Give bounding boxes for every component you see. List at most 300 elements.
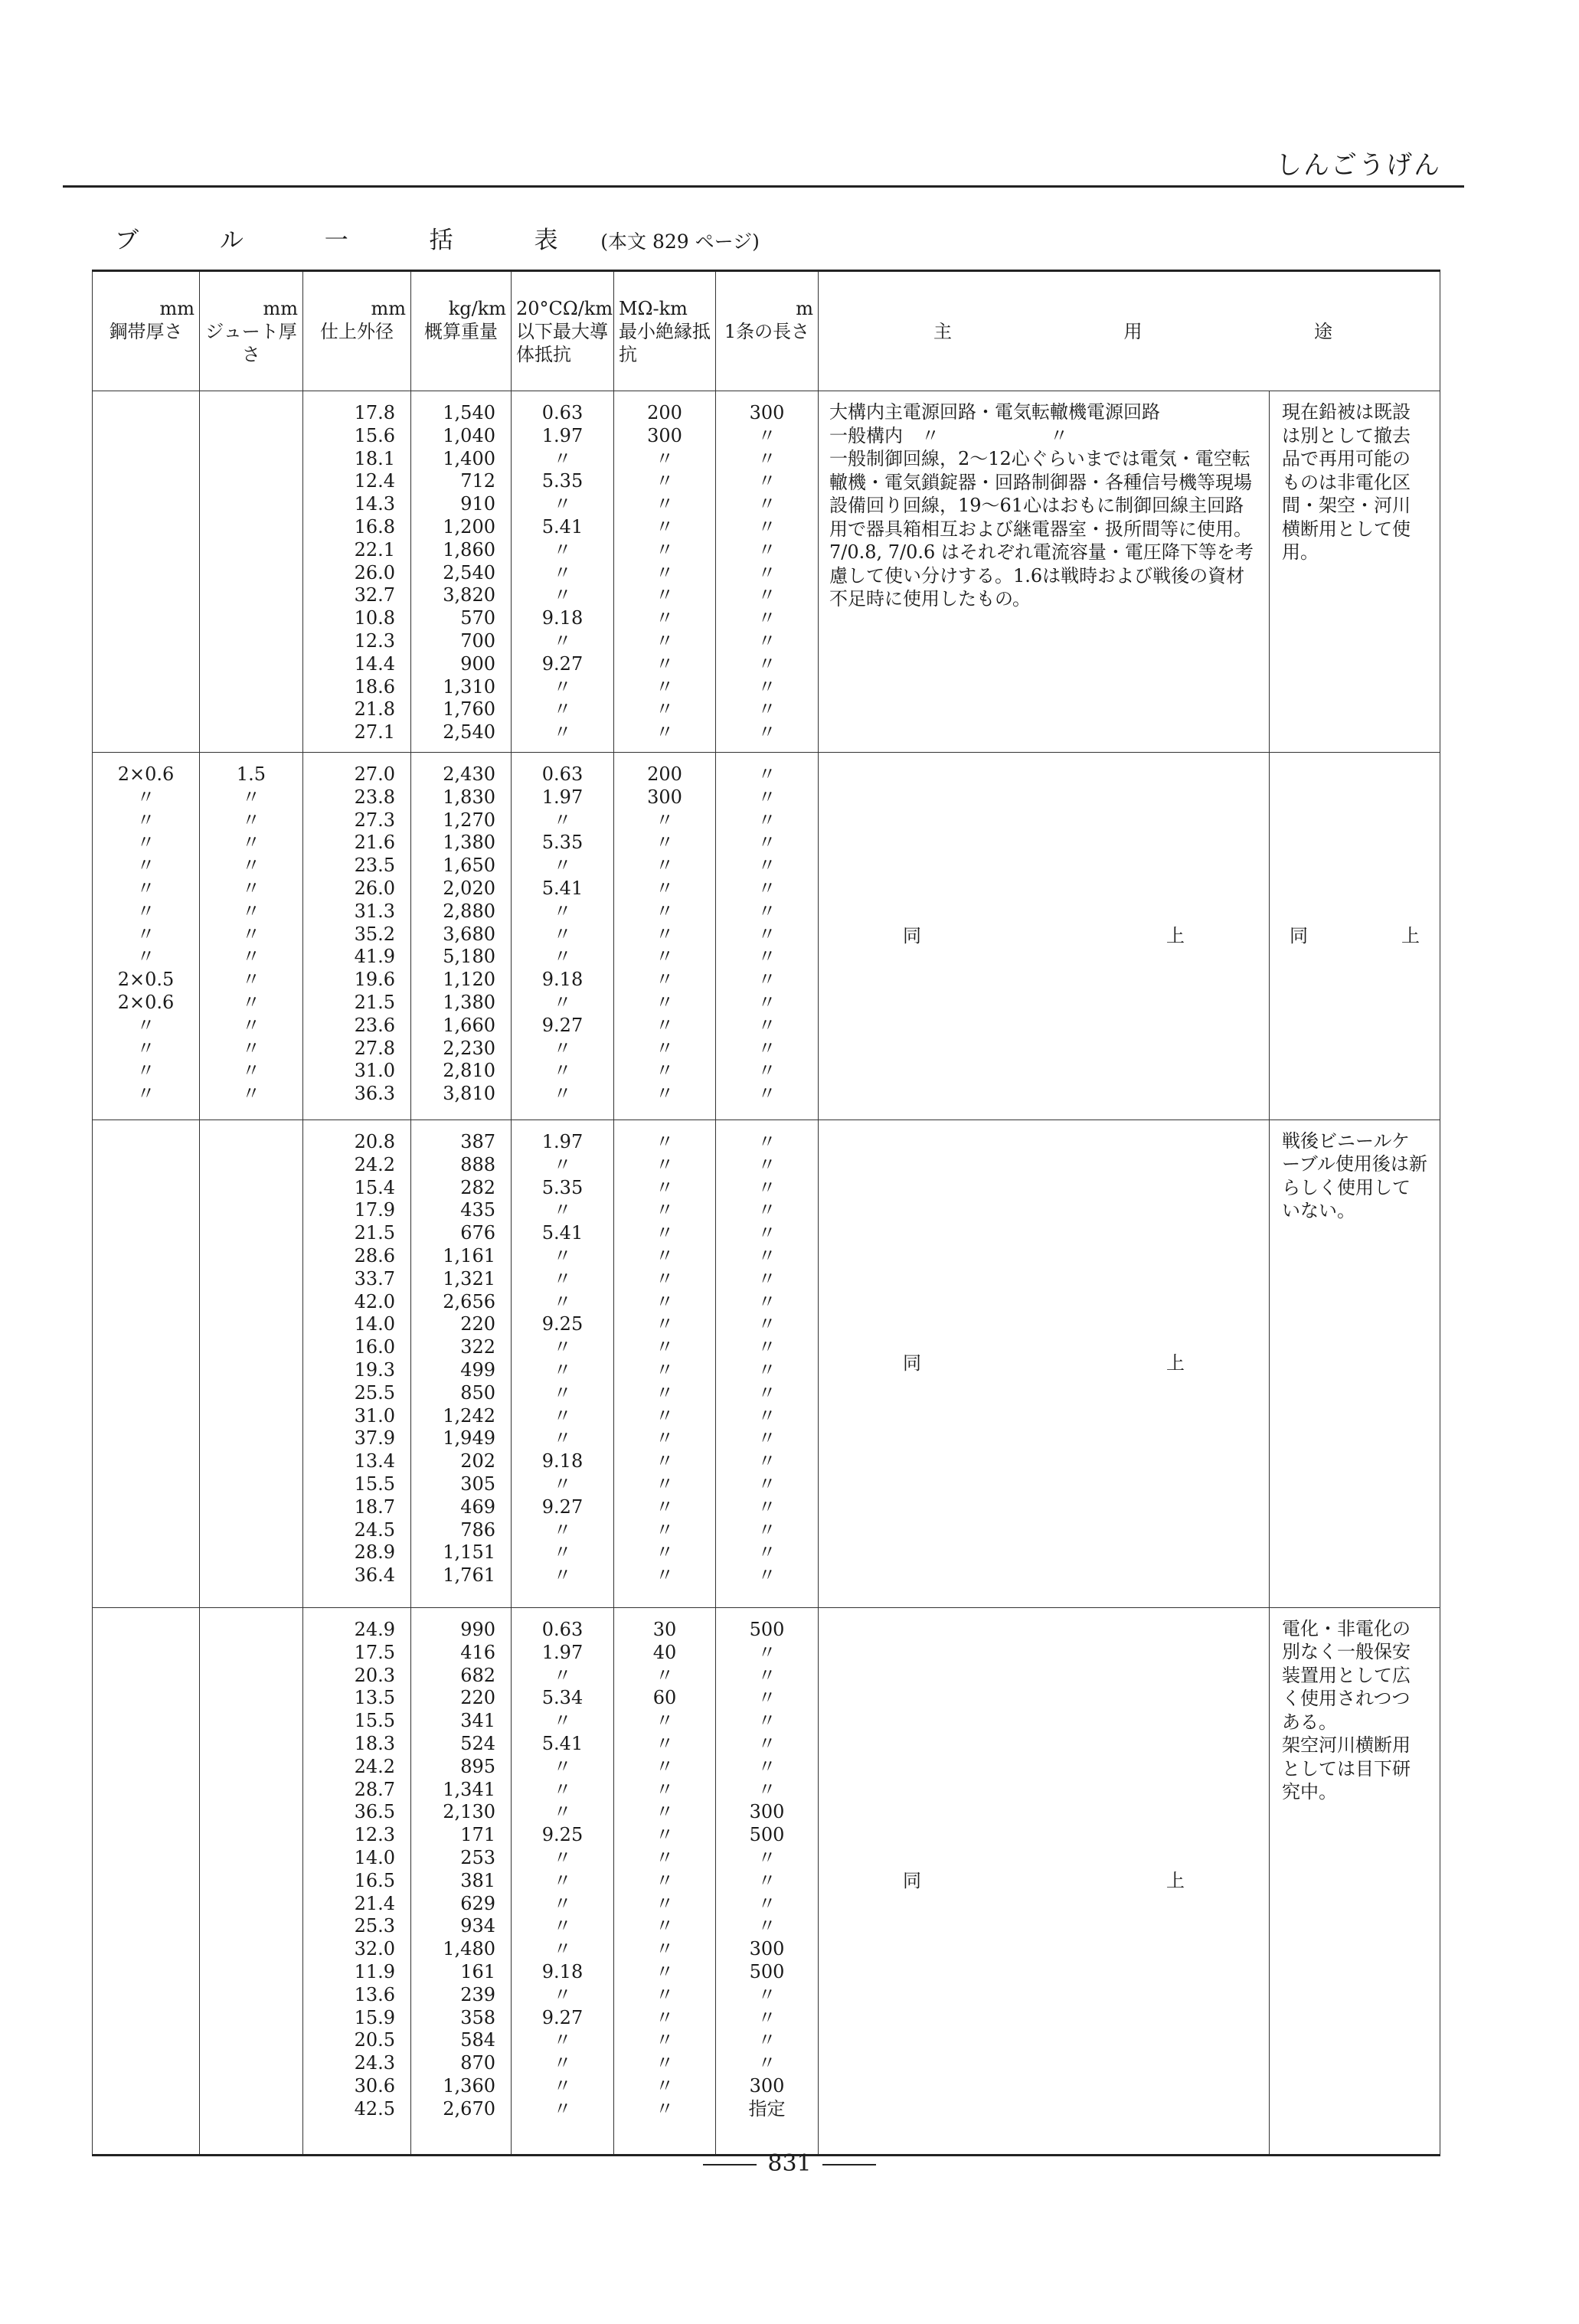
cell-value: 14.3 bbox=[354, 493, 395, 515]
cell-value: 〃 bbox=[655, 1244, 674, 1267]
cell-value: 5.35 bbox=[541, 470, 584, 492]
cell-value: 33.7 bbox=[354, 1267, 395, 1289]
cell-value: 1,270 bbox=[443, 809, 495, 831]
cell-value: 〃 bbox=[553, 2052, 572, 2074]
cell-value: 〃 bbox=[136, 1083, 155, 1105]
cell-value: 〃 bbox=[553, 855, 572, 877]
cell-value: 31.3 bbox=[354, 900, 395, 922]
cell-value: 28.6 bbox=[354, 1244, 395, 1267]
cell-value: 〃 bbox=[553, 1336, 572, 1358]
cell-value: 〃 bbox=[757, 1641, 776, 1663]
cell-value: 2×0.6 bbox=[117, 991, 175, 1013]
cell-value: 60 bbox=[652, 1687, 677, 1709]
cell-value: 〃 bbox=[136, 900, 155, 922]
steel-thickness-cell bbox=[93, 1120, 200, 1607]
cell-value: 23.8 bbox=[354, 786, 395, 808]
cell-value: 23.5 bbox=[354, 855, 395, 877]
col-header-resistance: 20°CΩ/km 以下最大導体抵抗 bbox=[512, 271, 614, 391]
cell-value: 〃 bbox=[242, 855, 260, 877]
cell-value: 〃 bbox=[553, 1427, 572, 1450]
cell-value: 〃 bbox=[655, 1541, 674, 1564]
cell-value: 〃 bbox=[553, 1778, 572, 1800]
cell-value: 21.4 bbox=[354, 1892, 395, 1914]
cell-value: 〃 bbox=[655, 447, 674, 469]
cell-value: 1.97 bbox=[541, 424, 584, 446]
title-char: 括 bbox=[429, 227, 453, 254]
cell-value: 指定 bbox=[748, 2097, 786, 2120]
cell-value: 387 bbox=[460, 1130, 495, 1152]
cell-value: 27.0 bbox=[354, 763, 395, 785]
cell-value: 〃 bbox=[655, 1404, 674, 1427]
cell-value: 〃 bbox=[655, 1915, 674, 1937]
cell-value: 〃 bbox=[242, 809, 260, 831]
cell-value: 〃 bbox=[553, 1153, 572, 1175]
cell-value: 171 bbox=[460, 1824, 495, 1846]
cell-value: 9.25 bbox=[541, 1313, 584, 1335]
same-as-above bbox=[819, 1352, 1269, 1375]
cell-value: 5.41 bbox=[541, 877, 584, 899]
cell-value: 629 bbox=[460, 1892, 495, 1914]
cell-value: 〃 bbox=[757, 1915, 776, 1937]
cell-value: 1,120 bbox=[443, 969, 495, 991]
cell-value: 〃 bbox=[655, 855, 674, 877]
cell-value: 〃 bbox=[757, 1014, 776, 1036]
cell-value: 〃 bbox=[655, 1983, 674, 2005]
cell-value: 21.5 bbox=[354, 1222, 395, 1244]
cell-value: 0.63 bbox=[541, 763, 584, 785]
cell-value: 1,860 bbox=[443, 538, 495, 561]
cell-value: 19.3 bbox=[354, 1358, 395, 1381]
cell-value: 1,761 bbox=[443, 1564, 495, 1587]
cell-value: 〃 bbox=[242, 1060, 260, 1082]
note-text: 戦後ビニールケーブル使用後は新らしく使用していない。 bbox=[1282, 1129, 1427, 1222]
cell-value: 〃 bbox=[757, 470, 776, 492]
cell-value: 〃 bbox=[757, 1541, 776, 1564]
cell-value: 31.0 bbox=[354, 1060, 395, 1082]
cell-value: 9.18 bbox=[541, 607, 584, 629]
cell-value: 9.25 bbox=[541, 1824, 584, 1846]
cell-value: 1,321 bbox=[443, 1267, 495, 1289]
cell-value: 2×0.5 bbox=[117, 969, 175, 991]
insulation-resistance-cell bbox=[614, 1607, 716, 2155]
page-number: 831 bbox=[0, 2150, 1579, 2177]
cell-value: 850 bbox=[460, 1381, 495, 1404]
cell-value: 12.3 bbox=[354, 629, 395, 652]
cell-value: 〃 bbox=[757, 1083, 776, 1105]
cell-value: 〃 bbox=[136, 877, 155, 899]
cell-value: 〃 bbox=[553, 1267, 572, 1289]
cell-value: 〃 bbox=[553, 946, 572, 968]
cell-value: 300 bbox=[749, 1938, 785, 1960]
cell-value: 〃 bbox=[757, 721, 776, 744]
cell-value: 〃 bbox=[757, 1427, 776, 1450]
cell-value: 888 bbox=[460, 1153, 495, 1175]
cell-value: 499 bbox=[460, 1358, 495, 1381]
same-char: 上 bbox=[1166, 1352, 1185, 1374]
cell-value: 1,650 bbox=[443, 855, 495, 877]
same-char: 同 bbox=[903, 924, 921, 946]
cell-value: 〃 bbox=[655, 1892, 674, 1914]
cell-value: 〃 bbox=[655, 470, 674, 492]
cell-value: 〃 bbox=[655, 1427, 674, 1450]
insulation-resistance-cell bbox=[614, 391, 716, 753]
cell-value: 220 bbox=[460, 1313, 495, 1335]
cell-value: 〃 bbox=[757, 1037, 776, 1059]
cell-value: 1,400 bbox=[443, 447, 495, 469]
table-header-row bbox=[93, 271, 1440, 391]
cell-value: 32.7 bbox=[354, 584, 395, 606]
cell-value: 500 bbox=[749, 1824, 785, 1846]
cell-value: 〃 bbox=[553, 1199, 572, 1221]
cell-value: 341 bbox=[460, 1710, 495, 1732]
note-cell bbox=[1270, 1607, 1440, 2155]
cell-value: 〃 bbox=[757, 946, 776, 968]
cell-value: 5.35 bbox=[541, 1176, 584, 1198]
cell-value: 〃 bbox=[553, 1869, 572, 1891]
cell-value: 2,880 bbox=[443, 900, 495, 922]
insulation-resistance-cell bbox=[614, 1120, 716, 1607]
cell-value: 〃 bbox=[757, 763, 776, 785]
cell-value: 5.41 bbox=[541, 1222, 584, 1244]
cell-value: 435 bbox=[460, 1199, 495, 1221]
cell-value: 27.1 bbox=[354, 721, 395, 744]
cell-value: 〃 bbox=[757, 561, 776, 583]
cell-value: 〃 bbox=[655, 629, 674, 652]
cell-value: 〃 bbox=[553, 1083, 572, 1105]
cell-value: 2,020 bbox=[443, 877, 495, 899]
cell-value: 〃 bbox=[757, 1313, 776, 1335]
cell-value: 〃 bbox=[553, 447, 572, 469]
cell-value: 41.9 bbox=[354, 946, 395, 968]
cell-value: 1,151 bbox=[443, 1541, 495, 1564]
table-group-row bbox=[93, 1607, 1440, 2155]
cell-value: 28.9 bbox=[354, 1541, 395, 1564]
cell-value: 〃 bbox=[136, 786, 155, 808]
cell-value: 26.0 bbox=[354, 561, 395, 583]
cell-value: 〃 bbox=[242, 1083, 260, 1105]
title-char: ブ bbox=[115, 227, 139, 254]
note-text: 現在鉛被は既設は別として撤去品で再用可能のものは非電化区間・架空・河川横断用として使用。 bbox=[1282, 401, 1411, 563]
cell-value: 17.8 bbox=[354, 402, 395, 423]
cell-value: 2,656 bbox=[443, 1290, 495, 1312]
cell-value: 21.6 bbox=[354, 832, 395, 854]
cell-value: 〃 bbox=[757, 1664, 776, 1686]
length-cell bbox=[716, 1120, 819, 1607]
cell-value: 〃 bbox=[757, 1450, 776, 1473]
cell-value: 220 bbox=[460, 1687, 495, 1709]
cell-value: 〃 bbox=[655, 2074, 674, 2097]
cell-value: 1,949 bbox=[443, 1427, 495, 1450]
cell-value: 1.97 bbox=[541, 1130, 584, 1152]
cell-value: 2,230 bbox=[443, 1037, 495, 1059]
cell-value: 1,360 bbox=[443, 2074, 495, 2097]
cell-value: 〃 bbox=[757, 1404, 776, 1427]
cell-value: 〃 bbox=[655, 515, 674, 538]
cell-value: 〃 bbox=[655, 1846, 674, 1868]
cell-value: 〃 bbox=[655, 1732, 674, 1754]
cell-value: 1,380 bbox=[443, 832, 495, 854]
cell-value: 〃 bbox=[553, 1664, 572, 1686]
cell-value: 1,161 bbox=[443, 1244, 495, 1267]
weight-cell bbox=[411, 1607, 512, 2155]
cell-value: 〃 bbox=[136, 1014, 155, 1036]
conductor-resistance-cell bbox=[512, 391, 614, 753]
cell-value: 305 bbox=[460, 1473, 495, 1495]
cell-value: 10.8 bbox=[354, 607, 395, 629]
cell-value: 〃 bbox=[553, 1404, 572, 1427]
cell-value: 1,200 bbox=[443, 515, 495, 538]
cell-value: 〃 bbox=[757, 1710, 776, 1732]
cell-value: 〃 bbox=[553, 1060, 572, 1082]
cell-value: 〃 bbox=[655, 1060, 674, 1082]
cell-value: 5,180 bbox=[443, 946, 495, 968]
cell-value: 〃 bbox=[655, 2097, 674, 2120]
cell-value: 934 bbox=[460, 1915, 495, 1937]
cell-value: 〃 bbox=[655, 2006, 674, 2028]
steel-thickness-cell bbox=[93, 752, 200, 1120]
cell-value: 〃 bbox=[757, 1983, 776, 2005]
cell-value: 〃 bbox=[655, 1664, 674, 1686]
cell-value: 〃 bbox=[655, 1358, 674, 1381]
cell-value: 2,540 bbox=[443, 721, 495, 744]
cell-value: 15.9 bbox=[354, 2006, 395, 2028]
cell-value: 〃 bbox=[553, 493, 572, 515]
cell-value: 1.5 bbox=[236, 763, 266, 785]
col-header-usage: 主 用 途 bbox=[819, 271, 1440, 391]
conductor-resistance-cell bbox=[512, 752, 614, 1120]
cell-value: 895 bbox=[460, 1755, 495, 1777]
cell-value: 〃 bbox=[757, 1518, 776, 1541]
cell-value: 〃 bbox=[553, 1037, 572, 1059]
cell-value: 9.27 bbox=[541, 1495, 584, 1518]
cell-value: 910 bbox=[460, 493, 495, 515]
col-header-steel: mm 鋼帯厚さ bbox=[93, 271, 200, 391]
cell-value: 〃 bbox=[136, 1037, 155, 1059]
length-cell bbox=[716, 391, 819, 753]
cell-value: 30 bbox=[652, 1618, 677, 1640]
cell-value: 18.3 bbox=[354, 1732, 395, 1754]
cell-value: 28.7 bbox=[354, 1778, 395, 1800]
cell-value: 36.5 bbox=[354, 1801, 395, 1823]
col-header-insulation: MΩ-km 最小絶縁抵抗 bbox=[614, 271, 716, 391]
cell-value: 1.97 bbox=[541, 1641, 584, 1663]
cell-value: 〃 bbox=[757, 832, 776, 854]
cell-value: 〃 bbox=[553, 1846, 572, 1868]
same-char: 同 bbox=[903, 1352, 921, 1374]
same-char: 上 bbox=[1166, 924, 1185, 946]
cell-value: 990 bbox=[460, 1618, 495, 1640]
cell-value: 〃 bbox=[553, 1710, 572, 1732]
cell-value: 〃 bbox=[757, 607, 776, 629]
cell-value: 〃 bbox=[655, 2029, 674, 2051]
cell-value: 〃 bbox=[757, 1564, 776, 1587]
cell-value: 〃 bbox=[655, 832, 674, 854]
cell-value: 20.3 bbox=[354, 1664, 395, 1686]
cell-value: 9.18 bbox=[541, 969, 584, 991]
cell-value: 〃 bbox=[655, 1801, 674, 1823]
cell-value: 3,810 bbox=[443, 1083, 495, 1105]
col-header-jute: mm ジュート厚さ bbox=[200, 271, 303, 391]
conductor-resistance-cell bbox=[512, 1120, 614, 1607]
cell-value: 1,660 bbox=[443, 1014, 495, 1036]
cell-value: 900 bbox=[460, 652, 495, 675]
table-group-row bbox=[93, 1120, 1440, 1607]
cell-value: 200 bbox=[647, 402, 682, 423]
cell-value: 〃 bbox=[242, 877, 260, 899]
cell-value: 〃 bbox=[757, 1892, 776, 1914]
cell-value: 〃 bbox=[757, 809, 776, 831]
cell-value: 〃 bbox=[136, 946, 155, 968]
cell-value: 13.5 bbox=[354, 1687, 395, 1709]
cell-value: 712 bbox=[460, 470, 495, 492]
cell-value: 〃 bbox=[757, 584, 776, 606]
conductor-resistance-cell bbox=[512, 1607, 614, 2155]
cell-value: 〃 bbox=[757, 1732, 776, 1754]
cell-value: 239 bbox=[460, 1983, 495, 2005]
cell-value: 〃 bbox=[655, 1869, 674, 1891]
weight-cell bbox=[411, 752, 512, 1120]
cell-value: 〃 bbox=[655, 607, 674, 629]
cell-value: 〃 bbox=[553, 721, 572, 744]
cell-value: 〃 bbox=[136, 923, 155, 945]
cell-value: 27.8 bbox=[354, 1037, 395, 1059]
cell-value: 14.4 bbox=[354, 652, 395, 675]
cell-value: 35.2 bbox=[354, 923, 395, 945]
title-char: 表 bbox=[534, 227, 558, 254]
cell-value: 5.41 bbox=[541, 1732, 584, 1754]
cell-value: 9.18 bbox=[541, 1450, 584, 1473]
cell-value: 〃 bbox=[655, 2052, 674, 2074]
usage-same-cell bbox=[819, 1120, 1270, 1607]
cell-value: 24.2 bbox=[354, 1755, 395, 1777]
cell-value: 2,670 bbox=[443, 2097, 495, 2120]
cell-value: 17.9 bbox=[354, 1199, 395, 1221]
cell-value: 〃 bbox=[757, 652, 776, 675]
cell-value: 12.3 bbox=[354, 1824, 395, 1846]
cell-value: 〃 bbox=[553, 629, 572, 652]
cell-value: 〃 bbox=[553, 1755, 572, 1777]
cell-value: 〃 bbox=[757, 675, 776, 698]
cell-value: 3,820 bbox=[443, 584, 495, 606]
cell-value: 584 bbox=[460, 2029, 495, 2051]
cell-value: 〃 bbox=[242, 969, 260, 991]
cell-value: 15.6 bbox=[354, 424, 395, 446]
cell-value: 〃 bbox=[655, 1336, 674, 1358]
cell-value: 3,680 bbox=[443, 923, 495, 945]
cell-value: 13.6 bbox=[354, 1983, 395, 2005]
cell-value: 〃 bbox=[655, 1450, 674, 1473]
cell-value: 9.27 bbox=[541, 652, 584, 675]
cell-value: 300 bbox=[749, 402, 785, 423]
cell-value: 469 bbox=[460, 1495, 495, 1518]
cell-value: 〃 bbox=[553, 584, 572, 606]
cell-value: 22.1 bbox=[354, 538, 395, 561]
cell-value: 24.2 bbox=[354, 1153, 395, 1175]
cell-value: 682 bbox=[460, 1664, 495, 1686]
steel-thickness-cell bbox=[93, 1607, 200, 2155]
cell-value: 676 bbox=[460, 1222, 495, 1244]
cell-value: 282 bbox=[460, 1176, 495, 1198]
cell-value: 〃 bbox=[757, 1473, 776, 1495]
cell-value: 〃 bbox=[757, 1244, 776, 1267]
cell-value: 500 bbox=[749, 1618, 785, 1640]
cell-value: 〃 bbox=[757, 1778, 776, 1800]
cell-value: 36.4 bbox=[354, 1564, 395, 1587]
cell-value: 13.4 bbox=[354, 1450, 395, 1473]
cell-value: 〃 bbox=[655, 1222, 674, 1244]
cell-value: 〃 bbox=[757, 1153, 776, 1175]
cell-value: 15.5 bbox=[354, 1710, 395, 1732]
jute-thickness-cell bbox=[200, 391, 303, 753]
cell-value: 〃 bbox=[242, 946, 260, 968]
cell-value: 〃 bbox=[553, 538, 572, 561]
cell-value: 〃 bbox=[655, 969, 674, 991]
cell-value: 381 bbox=[460, 1869, 495, 1891]
cell-value: 25.5 bbox=[354, 1381, 395, 1404]
cell-value: 〃 bbox=[553, 2074, 572, 2097]
cell-value: 〃 bbox=[655, 809, 674, 831]
same-as-above bbox=[1270, 925, 1440, 948]
cell-value: 1,540 bbox=[443, 402, 495, 423]
cell-value: 19.6 bbox=[354, 969, 395, 991]
cell-value: 16.8 bbox=[354, 515, 395, 538]
outer-diameter-cell bbox=[303, 1607, 411, 2155]
cell-value: 〃 bbox=[553, 1983, 572, 2005]
cell-value: 〃 bbox=[757, 991, 776, 1013]
cell-value: 1,480 bbox=[443, 1938, 495, 1960]
cell-value: 〃 bbox=[136, 855, 155, 877]
cell-value: 〃 bbox=[757, 1755, 776, 1777]
cell-value: 2,130 bbox=[443, 1801, 495, 1823]
usage-same-cell bbox=[819, 752, 1270, 1120]
cell-value: 〃 bbox=[757, 2029, 776, 2051]
weight-cell bbox=[411, 1120, 512, 1607]
cell-value: 〃 bbox=[655, 561, 674, 583]
header-rule bbox=[63, 185, 1464, 188]
cell-value: 〃 bbox=[553, 1473, 572, 1495]
cell-value: 5.34 bbox=[541, 1687, 584, 1709]
running-header: しんごうげん bbox=[1276, 150, 1441, 181]
cell-value: 31.0 bbox=[354, 1404, 395, 1427]
cell-value: 〃 bbox=[655, 1313, 674, 1335]
cell-value: 25.3 bbox=[354, 1915, 395, 1937]
cell-value: 〃 bbox=[757, 1176, 776, 1198]
cell-value: 〃 bbox=[757, 1336, 776, 1358]
cell-value: 〃 bbox=[553, 1518, 572, 1541]
cell-value: 〃 bbox=[757, 515, 776, 538]
cell-value: 〃 bbox=[757, 923, 776, 945]
cell-value: 18.7 bbox=[354, 1495, 395, 1518]
note-cell bbox=[1270, 391, 1440, 753]
same-as-above bbox=[819, 925, 1269, 948]
cell-value: 〃 bbox=[553, 1915, 572, 1937]
cell-value: 202 bbox=[460, 1450, 495, 1473]
cell-value: 〃 bbox=[553, 1381, 572, 1404]
col-header-length: m 1条の長さ bbox=[716, 271, 819, 391]
cell-value: 322 bbox=[460, 1336, 495, 1358]
cell-value: 500 bbox=[749, 1960, 785, 1982]
cell-value: 5.35 bbox=[541, 832, 584, 854]
cell-value: 1,242 bbox=[443, 1404, 495, 1427]
cell-value: 〃 bbox=[655, 1014, 674, 1036]
same-as-above bbox=[819, 1870, 1269, 1893]
cell-value: 32.0 bbox=[354, 1938, 395, 1960]
cell-value: 〃 bbox=[553, 1244, 572, 1267]
cell-value: 〃 bbox=[757, 1381, 776, 1404]
jute-thickness-cell bbox=[200, 1607, 303, 2155]
cell-value: 〃 bbox=[757, 1222, 776, 1244]
cell-value: 253 bbox=[460, 1846, 495, 1868]
